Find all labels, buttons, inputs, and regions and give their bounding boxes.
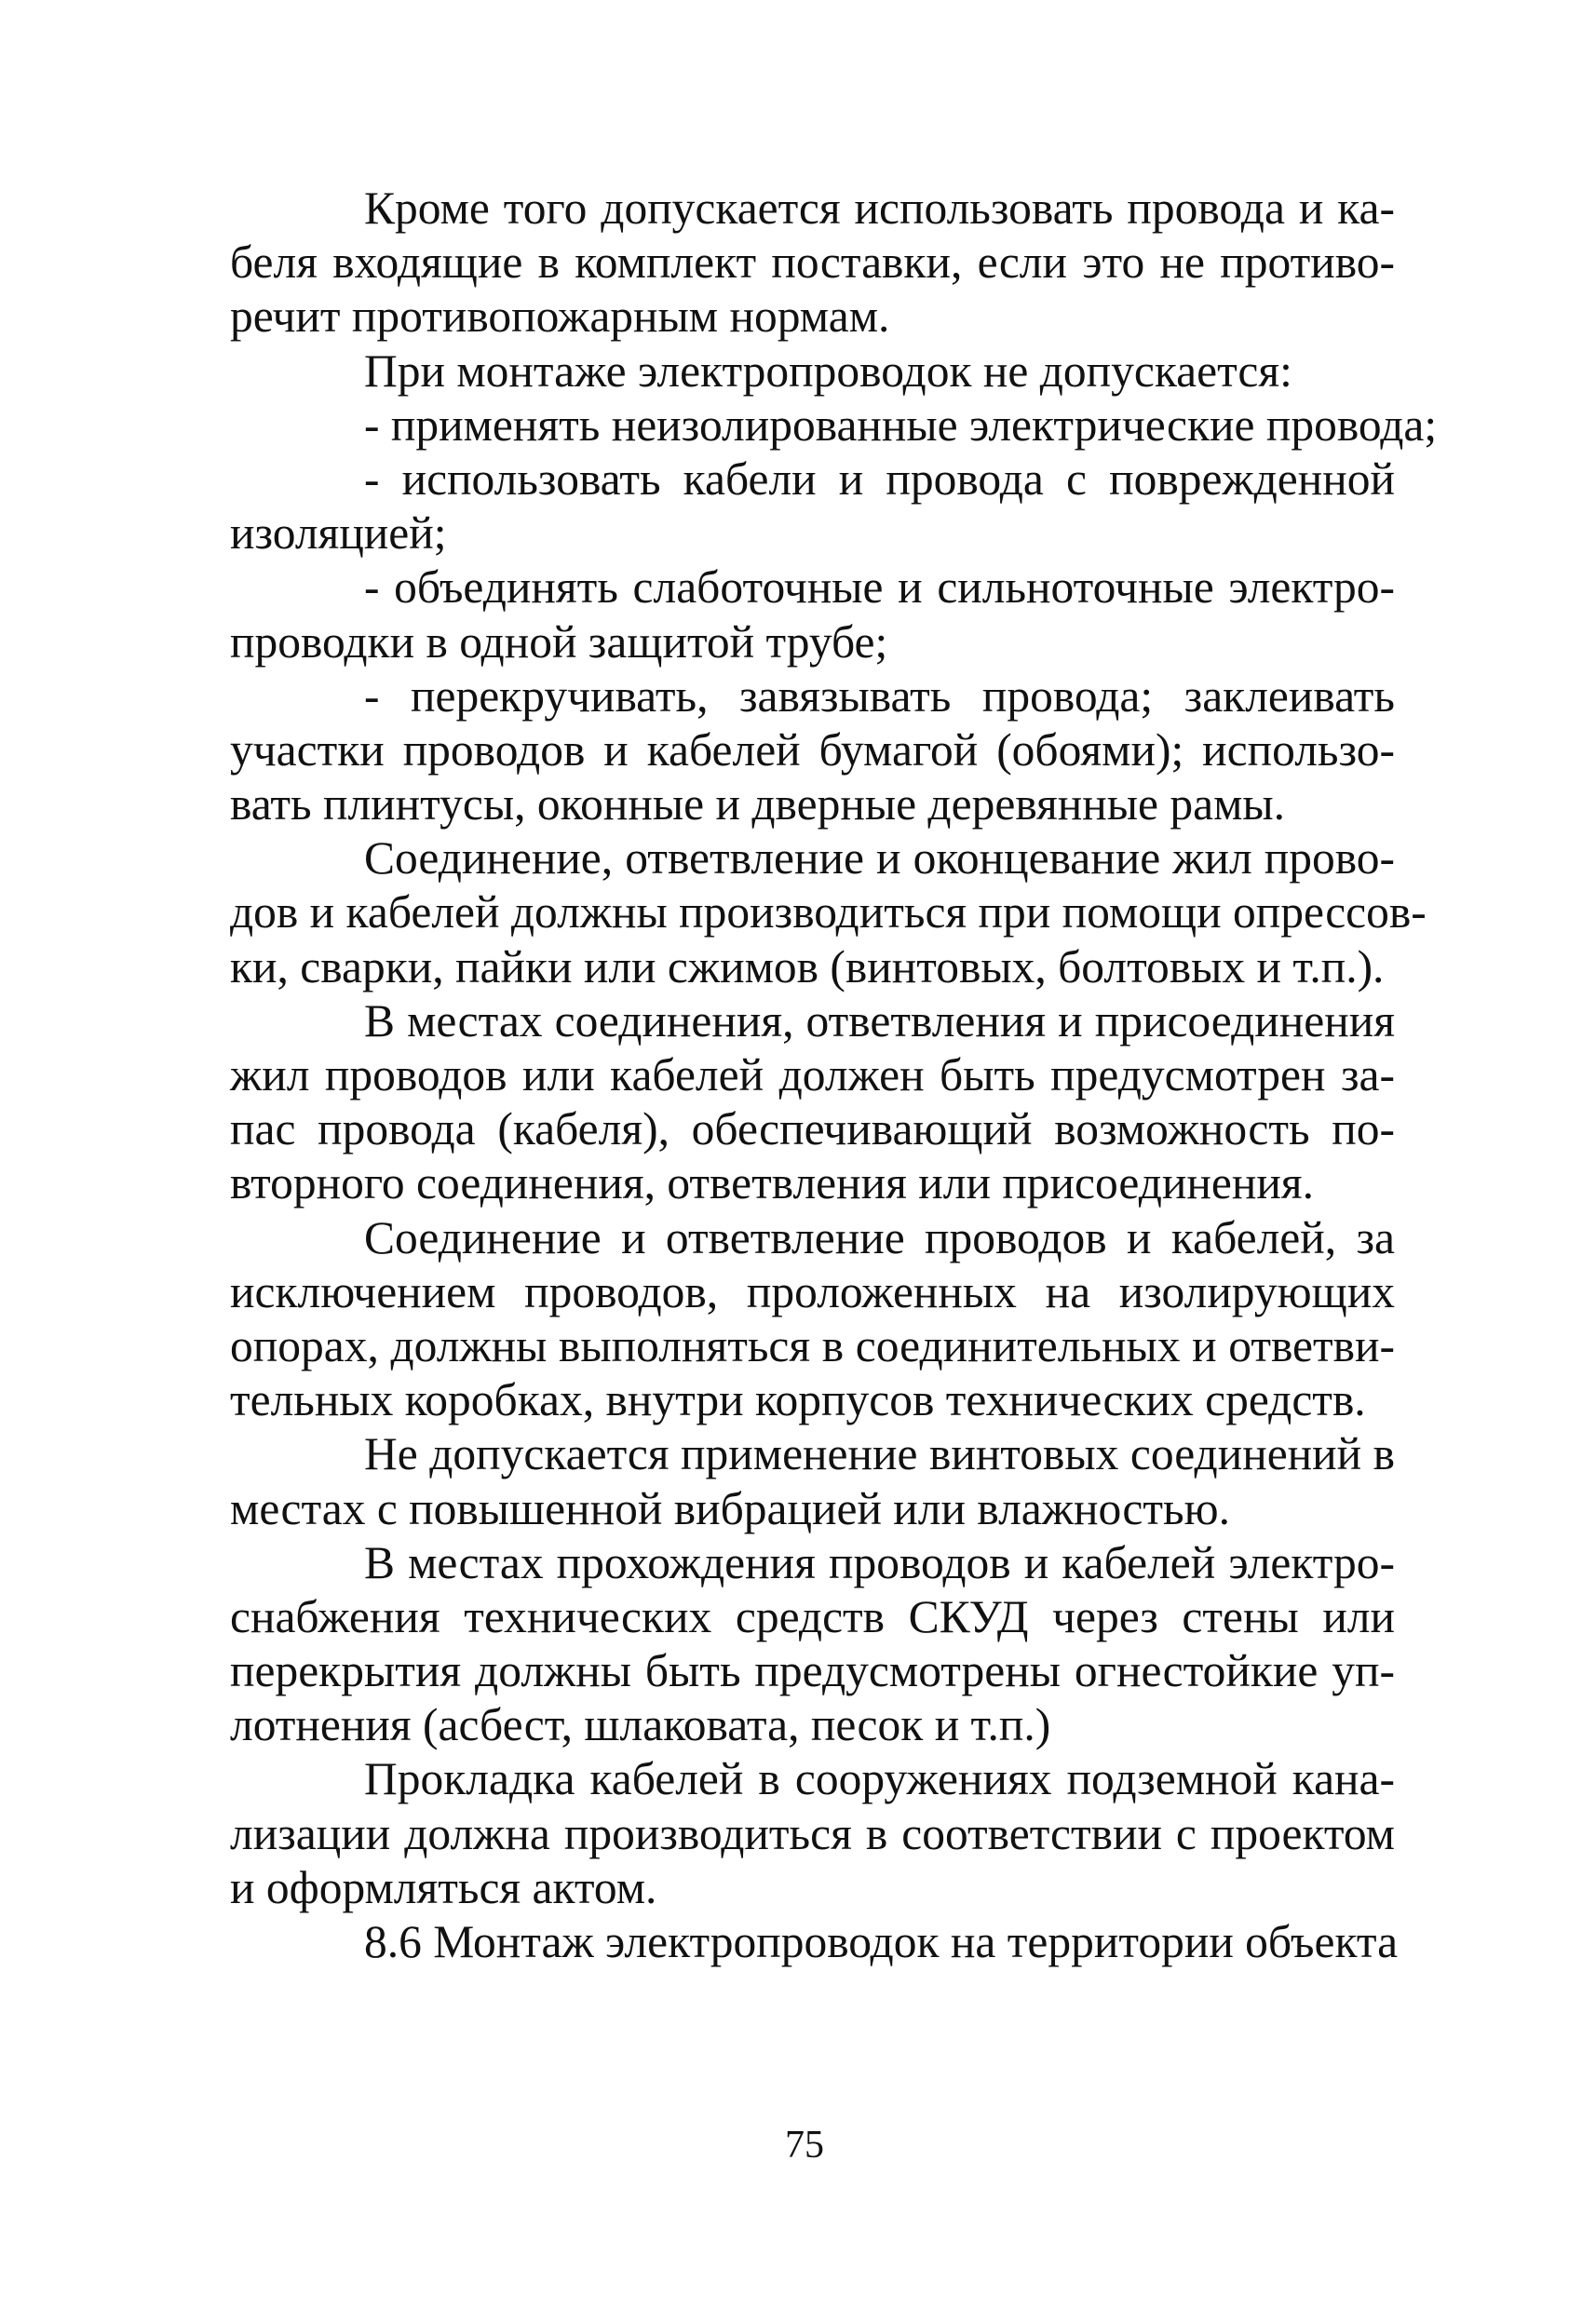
text-line: участки проводов и кабелей бумагой (обоями); использо- xyxy=(230,723,1395,776)
text-line: беля входящие в комплект поставки, если это не противо- xyxy=(230,236,1395,289)
text-line: - применять неизолированные электрические провода; xyxy=(364,398,1438,451)
text-line: - объединять слаботочные и сильноточные электро- xyxy=(364,561,1395,614)
text-line: исключением проводов, проложенных на изолирующих xyxy=(230,1265,1395,1317)
text-line: Соединение, ответвление и оконцевание жил прово- xyxy=(364,832,1395,884)
text-line: дов и кабелей должны производиться при помощи опрессов- xyxy=(230,886,1427,938)
text-line: вать плинтусы, оконные и дверные деревянные рамы. xyxy=(230,778,1286,830)
text-line: В местах соединения, ответвления и присоединения xyxy=(364,994,1395,1046)
text-line: изоляцией; xyxy=(230,507,447,560)
text-line: жил проводов или кабелей должен быть предусмотрен за- xyxy=(230,1049,1395,1100)
text-line: При монтаже электропроводок не допускается: xyxy=(364,344,1292,397)
page-number: 75 xyxy=(785,2124,824,2167)
text-line: перекрытия должны быть предусмотрены огнестойкие уп- xyxy=(230,1645,1395,1697)
text-line: Прокладка кабелей в сооружениях подземной кана- xyxy=(364,1753,1395,1805)
text-line: и оформляться актом. xyxy=(230,1861,657,1913)
text-line: опорах, должны выполняться в соединительных и ответви- xyxy=(230,1319,1395,1371)
page-body xyxy=(230,182,1438,1969)
text-line: вторного соединения, ответвления или присоединения. xyxy=(230,1157,1314,1209)
text-line: снабжения технических средств СКУД через стены или xyxy=(230,1590,1395,1642)
text-line: проводки в одной защитой трубе; xyxy=(230,615,888,668)
text-line: пас провода (кабеля), обеспечивающий возможность по- xyxy=(230,1103,1395,1155)
text-line: ки, сварки, пайки или сжимов (винтовых, болтовых и т.п.). xyxy=(230,940,1385,992)
text-line: Соединение и ответвление проводов и кабелей, за xyxy=(364,1211,1395,1263)
text-line: лизации должна производиться в соответствии с проектом xyxy=(230,1807,1395,1859)
text-line: лотнения (асбест, шлаковата, песок и т.п.) xyxy=(230,1699,1051,1751)
text-line: тельных коробках, внутри корпусов технических средств. xyxy=(230,1374,1366,1426)
text-line: местах с повышенной вибрацией или влажностью. xyxy=(230,1482,1230,1534)
text-line: В местах прохождения проводов и кабелей электро- xyxy=(364,1536,1395,1588)
text-line: - использовать кабели и провода с поврежденной xyxy=(364,452,1395,505)
text-line: речит противопожарным нормам. xyxy=(230,290,890,343)
text-line: Не допускается применение винтовых соединений в xyxy=(364,1428,1395,1480)
text-line: - перекручивать, завязывать провода; заклеивать xyxy=(364,669,1395,722)
section-heading: 8.6 Монтаж электропроводок на территории объекта xyxy=(364,1916,1399,1967)
text-line: Кроме того допускается использовать провода и ка- xyxy=(364,182,1395,234)
